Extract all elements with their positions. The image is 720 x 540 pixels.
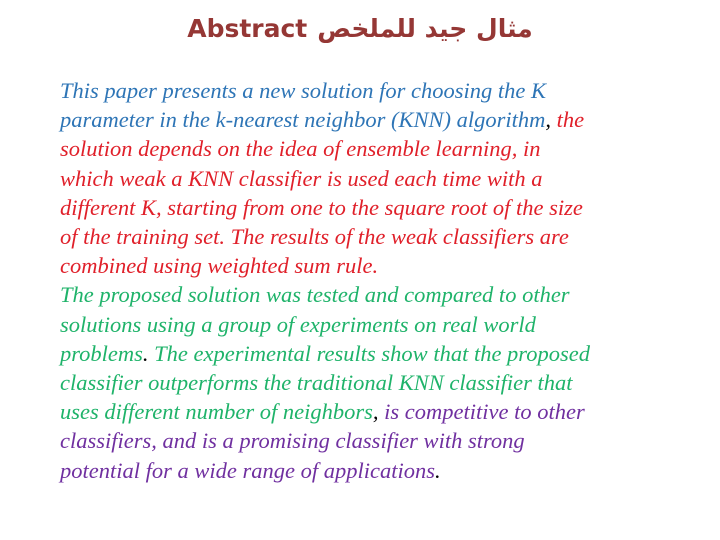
abstract-segment: This paper presents a new solution for choosing the K xyxy=(60,78,547,103)
abstract-line-10 xyxy=(60,339,680,368)
abstract-segment: combined using weighted sum rule. xyxy=(60,253,379,279)
abstract-line-11 xyxy=(60,368,680,397)
abstract-punctuation: , xyxy=(372,399,379,425)
abstract-segment: which weak a KNN classifier is used each time with a xyxy=(60,165,543,191)
abstract-line-13 xyxy=(60,426,680,455)
abstract-segment: the xyxy=(551,107,585,133)
abstract-line-2 xyxy=(60,105,680,134)
abstract-line-4 xyxy=(60,164,680,193)
abstract-line-9 xyxy=(60,310,680,339)
abstract-segment: problems xyxy=(60,340,143,366)
abstract-segment: The proposed solution was tested and compared to other xyxy=(60,282,570,308)
abstract-text xyxy=(60,76,680,485)
abstract-segment: The experimental results show that the proposed xyxy=(148,340,590,366)
abstract-segment: different K, starting from one to the square root of the size xyxy=(60,194,583,220)
abstract-punctuation: . xyxy=(435,457,441,483)
abstract-line-3 xyxy=(60,134,680,163)
abstract-line-7 xyxy=(60,251,680,280)
abstract-line-1 xyxy=(60,76,680,105)
abstract-segment: parameter in the k-nearest neighbor (KNN) algorithm xyxy=(60,107,546,133)
abstract-line-6 xyxy=(60,222,680,251)
abstract-segment: classifier outperforms the traditional KNN classifier that xyxy=(60,370,573,396)
page-title xyxy=(0,14,720,43)
abstract-line-8 xyxy=(60,280,680,309)
title-english: Abstract xyxy=(187,14,308,43)
abstract-segment: classifiers, and is a promising classifier with strong xyxy=(60,428,525,454)
abstract-segment: potential for a wide range of applications xyxy=(60,457,435,483)
abstract-segment: solution depends on the idea of ensemble learning, in xyxy=(60,136,541,162)
abstract-punctuation: . xyxy=(142,340,149,366)
abstract-line-5 xyxy=(60,193,680,222)
abstract-punctuation: , xyxy=(545,107,551,133)
abstract-segment: solutions using a group of experiments on real world xyxy=(60,311,536,337)
abstract-segment: of the training set. The results of the weak classifiers are xyxy=(60,224,569,250)
abstract-line-14 xyxy=(60,456,680,485)
abstract-line-12 xyxy=(60,397,680,426)
abstract-segment: uses different number of neighbors xyxy=(60,399,373,425)
title-arabic: مثال جيد للملخص xyxy=(317,14,533,43)
abstract-segment: is competitive to other xyxy=(378,399,585,425)
